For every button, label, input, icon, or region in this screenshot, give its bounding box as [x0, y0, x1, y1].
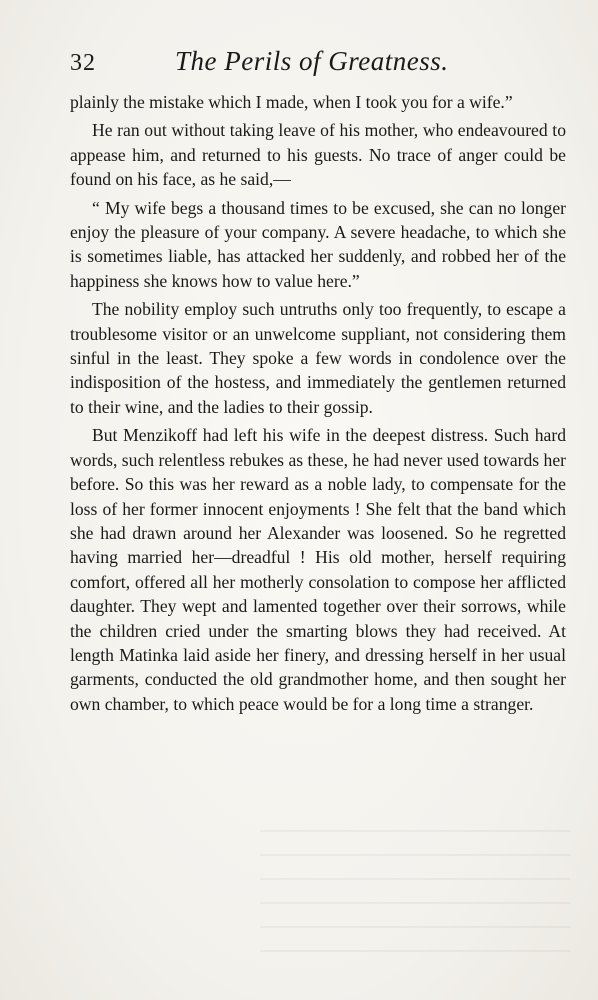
paragraph: He ran out without taking leave of his mother, who endeavoured to appease him, and returned to his guests. No trace of anger could be found on his face, as he said,—	[70, 120, 566, 190]
show-through-texture	[260, 820, 570, 970]
running-title: The Perils of Greatness.	[175, 46, 449, 76]
paragraph: plainly the mistake which I made, when I took you for a wife.”	[70, 92, 513, 112]
paragraph: “ My wife begs a thousand times to be excused, she can no longer enjoy the pleasure of your company. A severe headache, to which she is sometimes liable, has attacked her suddenly, and robbed her of the happiness she knows how to value here.”	[70, 197, 566, 291]
body-text	[70, 90, 566, 716]
paragraph: The nobility employ such untruths only too frequently, to escape a troublesome visitor or an unwelcome suppliant, not considering them sinful in the least. They spoke a few words in condolence over the indisposition of the hostess, and immediately the gentlemen returned to their wine, and the ladies to their gossip.	[70, 299, 566, 417]
page-number: 32	[70, 50, 96, 76]
running-head	[70, 46, 550, 82]
paragraph: But Menzikoff had left his wife in the deepest distress. Such hard words, such relentless rebukes as these, he had never used towards her before. So this was her reward as a noble lady, to compensate for the loss of her former innocent enjoyments ! She felt that the band which she had drawn around her Alexander was loosened. So he regretted having married her—dreadful ! His old mother, herself requiring comfort, offered all her motherly consolation to compose her afflicted daughter. They wept and lamented together over their sorrows, while the children cried under the smarting blows they had received. At length Matinka laid aside her finery, and dressing herself in her usual garments, conducted the old grandmother home, and then sought her own chamber, to which peace would be for a long time a stranger.	[70, 425, 566, 714]
